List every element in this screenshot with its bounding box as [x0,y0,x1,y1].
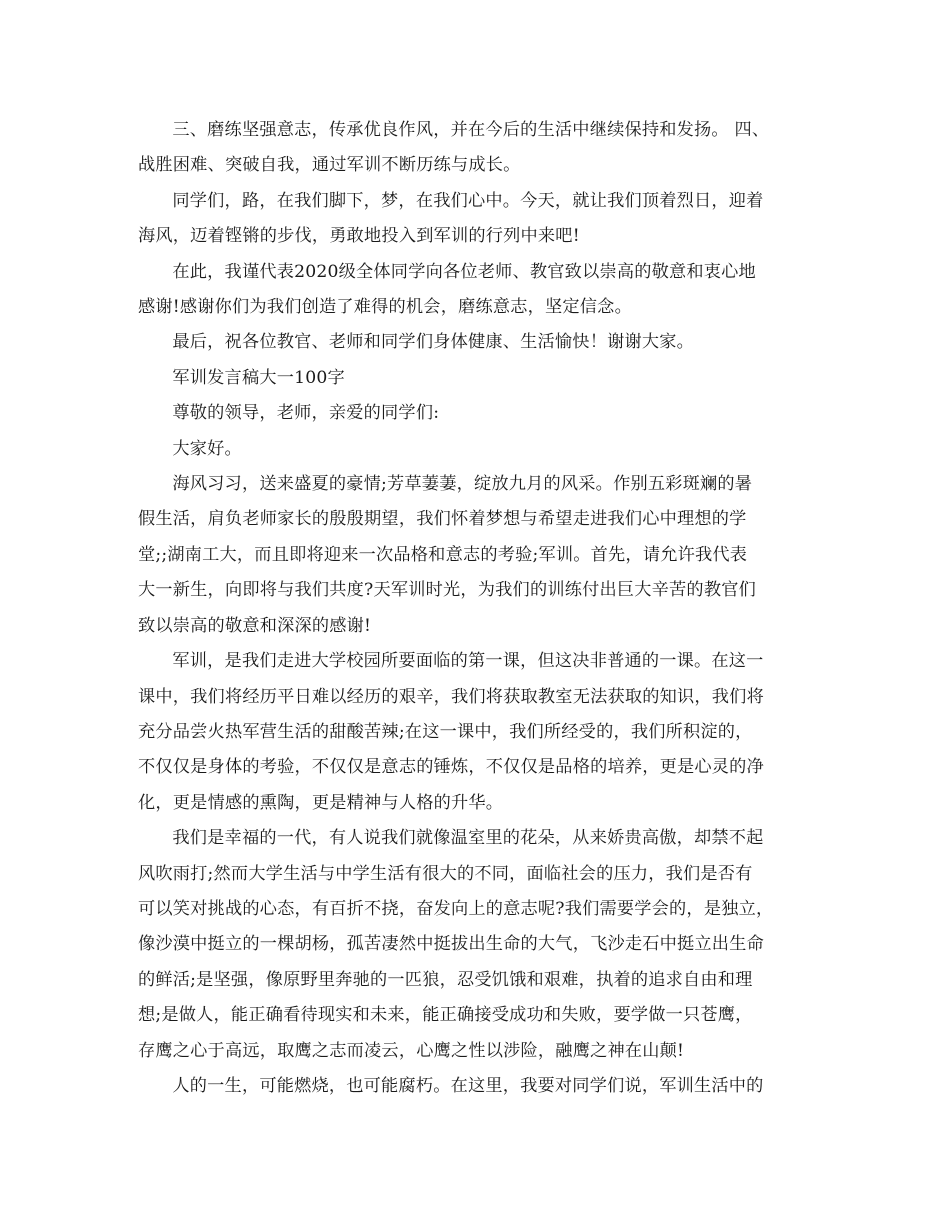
paragraph-line: 课中，我们将经历平日难以经历的艰辛，我们将获取教室无法获取的知识，我们将 [138,686,764,707]
paragraph-line: 战胜困难、突破自我，通过军训不断历练与成长。 [138,155,521,176]
paragraph-p7 [138,432,828,467]
paragraph-line: 军训发言稿大一100字 [172,367,345,388]
paragraph-p8 [138,467,828,644]
paragraph-line: 存鹰之心于高远，取鹰之志而凌云，心鹰之性以涉险，融鹰之神在山颠! [138,1040,685,1061]
paragraph-line: 在此，我谨代表2020级全体同学向各位老师、教官致以崇高的敬意和衷心地 [172,261,756,282]
paragraph-line: 大家好。 [172,438,242,459]
paragraph-p4 [138,325,828,360]
paragraph-line: 海风，迈着铿锵的步伐，勇敢地投入到军训的行列中来吧! [138,226,580,247]
paragraph-line: 同学们，路，在我们脚下，梦，在我们心中。今天，就让我们顶着烈日，迎着 [172,190,764,211]
paragraph-line: 化，更是情感的熏陶，更是精神与人格的升华。 [138,792,504,813]
paragraph-line: 尊敬的领导，老师，亲爱的同学们: [172,403,440,424]
paragraph-p6 [138,396,828,431]
paragraph-line: 风吹雨打;然而大学生活与中学生活有很大的不同，面临社会的压力，我们是否有 [138,863,753,884]
paragraph-line: 最后，祝各位教官、老师和同学们身体健康、生活愉快！谢谢大家。 [172,332,695,353]
paragraph-line: 致以崇高的敬意和深深的感谢! [138,615,372,636]
paragraph-line: 感谢!感谢你们为我们创造了难得的机会，磨练意志，坚定信念。 [138,297,632,318]
paragraph-line: 海风习习，送来盛夏的豪情;芳草萋萋，绽放九月的风采。作别五彩斑斓的暑 [172,474,753,495]
paragraph-p5 [138,361,828,396]
paragraph-line: 假生活，肩负老师家长的殷殷期望，我们怀着梦想与希望走进我们心中理想的学 [138,509,747,530]
paragraph-line: 军训，是我们走进大学校园所要面临的第一课，但这决非普通的一课。在这一 [172,651,764,672]
paragraph-line: 充分品尝火热军营生活的甜酸苦辣;在这一课中，我们所经受的，我们所积淀的， [138,721,753,742]
paragraph-line: 像沙漠中挺立的一棵胡杨，孤苦凄然中挺拔出生命的大气，飞沙走石中挺立出生命 [138,934,764,955]
paragraph-line: 三、磨练坚强意志，传承优良作风，并在今后的生活中继续保持和发扬。 四、 [172,120,770,140]
paragraph-p1 [138,113,828,184]
paragraph-line: 我们是幸福的一代，有人说我们就像温室里的花朵，从来娇贵高傲，却禁不起 [172,828,764,849]
paragraph-p3 [138,255,828,326]
paragraph-p2 [138,184,828,255]
paragraph-p11 [138,1069,828,1104]
document-body [138,113,828,1104]
paragraph-line: 可以笑对挑战的心态，有百折不挠，奋发向上的意志呢?我们需要学会的，是独立， [138,898,774,919]
paragraph-line: 想;是做人，能正确看待现实和未来，能正确接受成功和失败，要学做一只苍鹰， [138,1005,753,1026]
paragraph-line: 堂;;湖南工大，而且即将迎来一次品格和意志的考验;军训。首先，请允许我代表 [138,544,748,565]
paragraph-line: 大一新生，向即将与我们共度?天军训时光，为我们的训练付出巨大辛苦的教官们 [138,580,756,601]
paragraph-p10 [138,821,828,1069]
paragraph-p9 [138,644,828,821]
paragraph-line: 不仅仅是身体的考验，不仅仅是意志的锤炼，不仅仅是品格的培养，更是心灵的净 [138,757,764,778]
paragraph-line: 的鲜活;是坚强，像原野里奔驰的一匹狼，忍受饥饿和艰难，执着的追求自由和理 [138,969,753,990]
paragraph-line: 人的一生，可能燃烧，也可能腐朽。在这里，我要对同学们说，军训生活中的 [172,1075,764,1096]
